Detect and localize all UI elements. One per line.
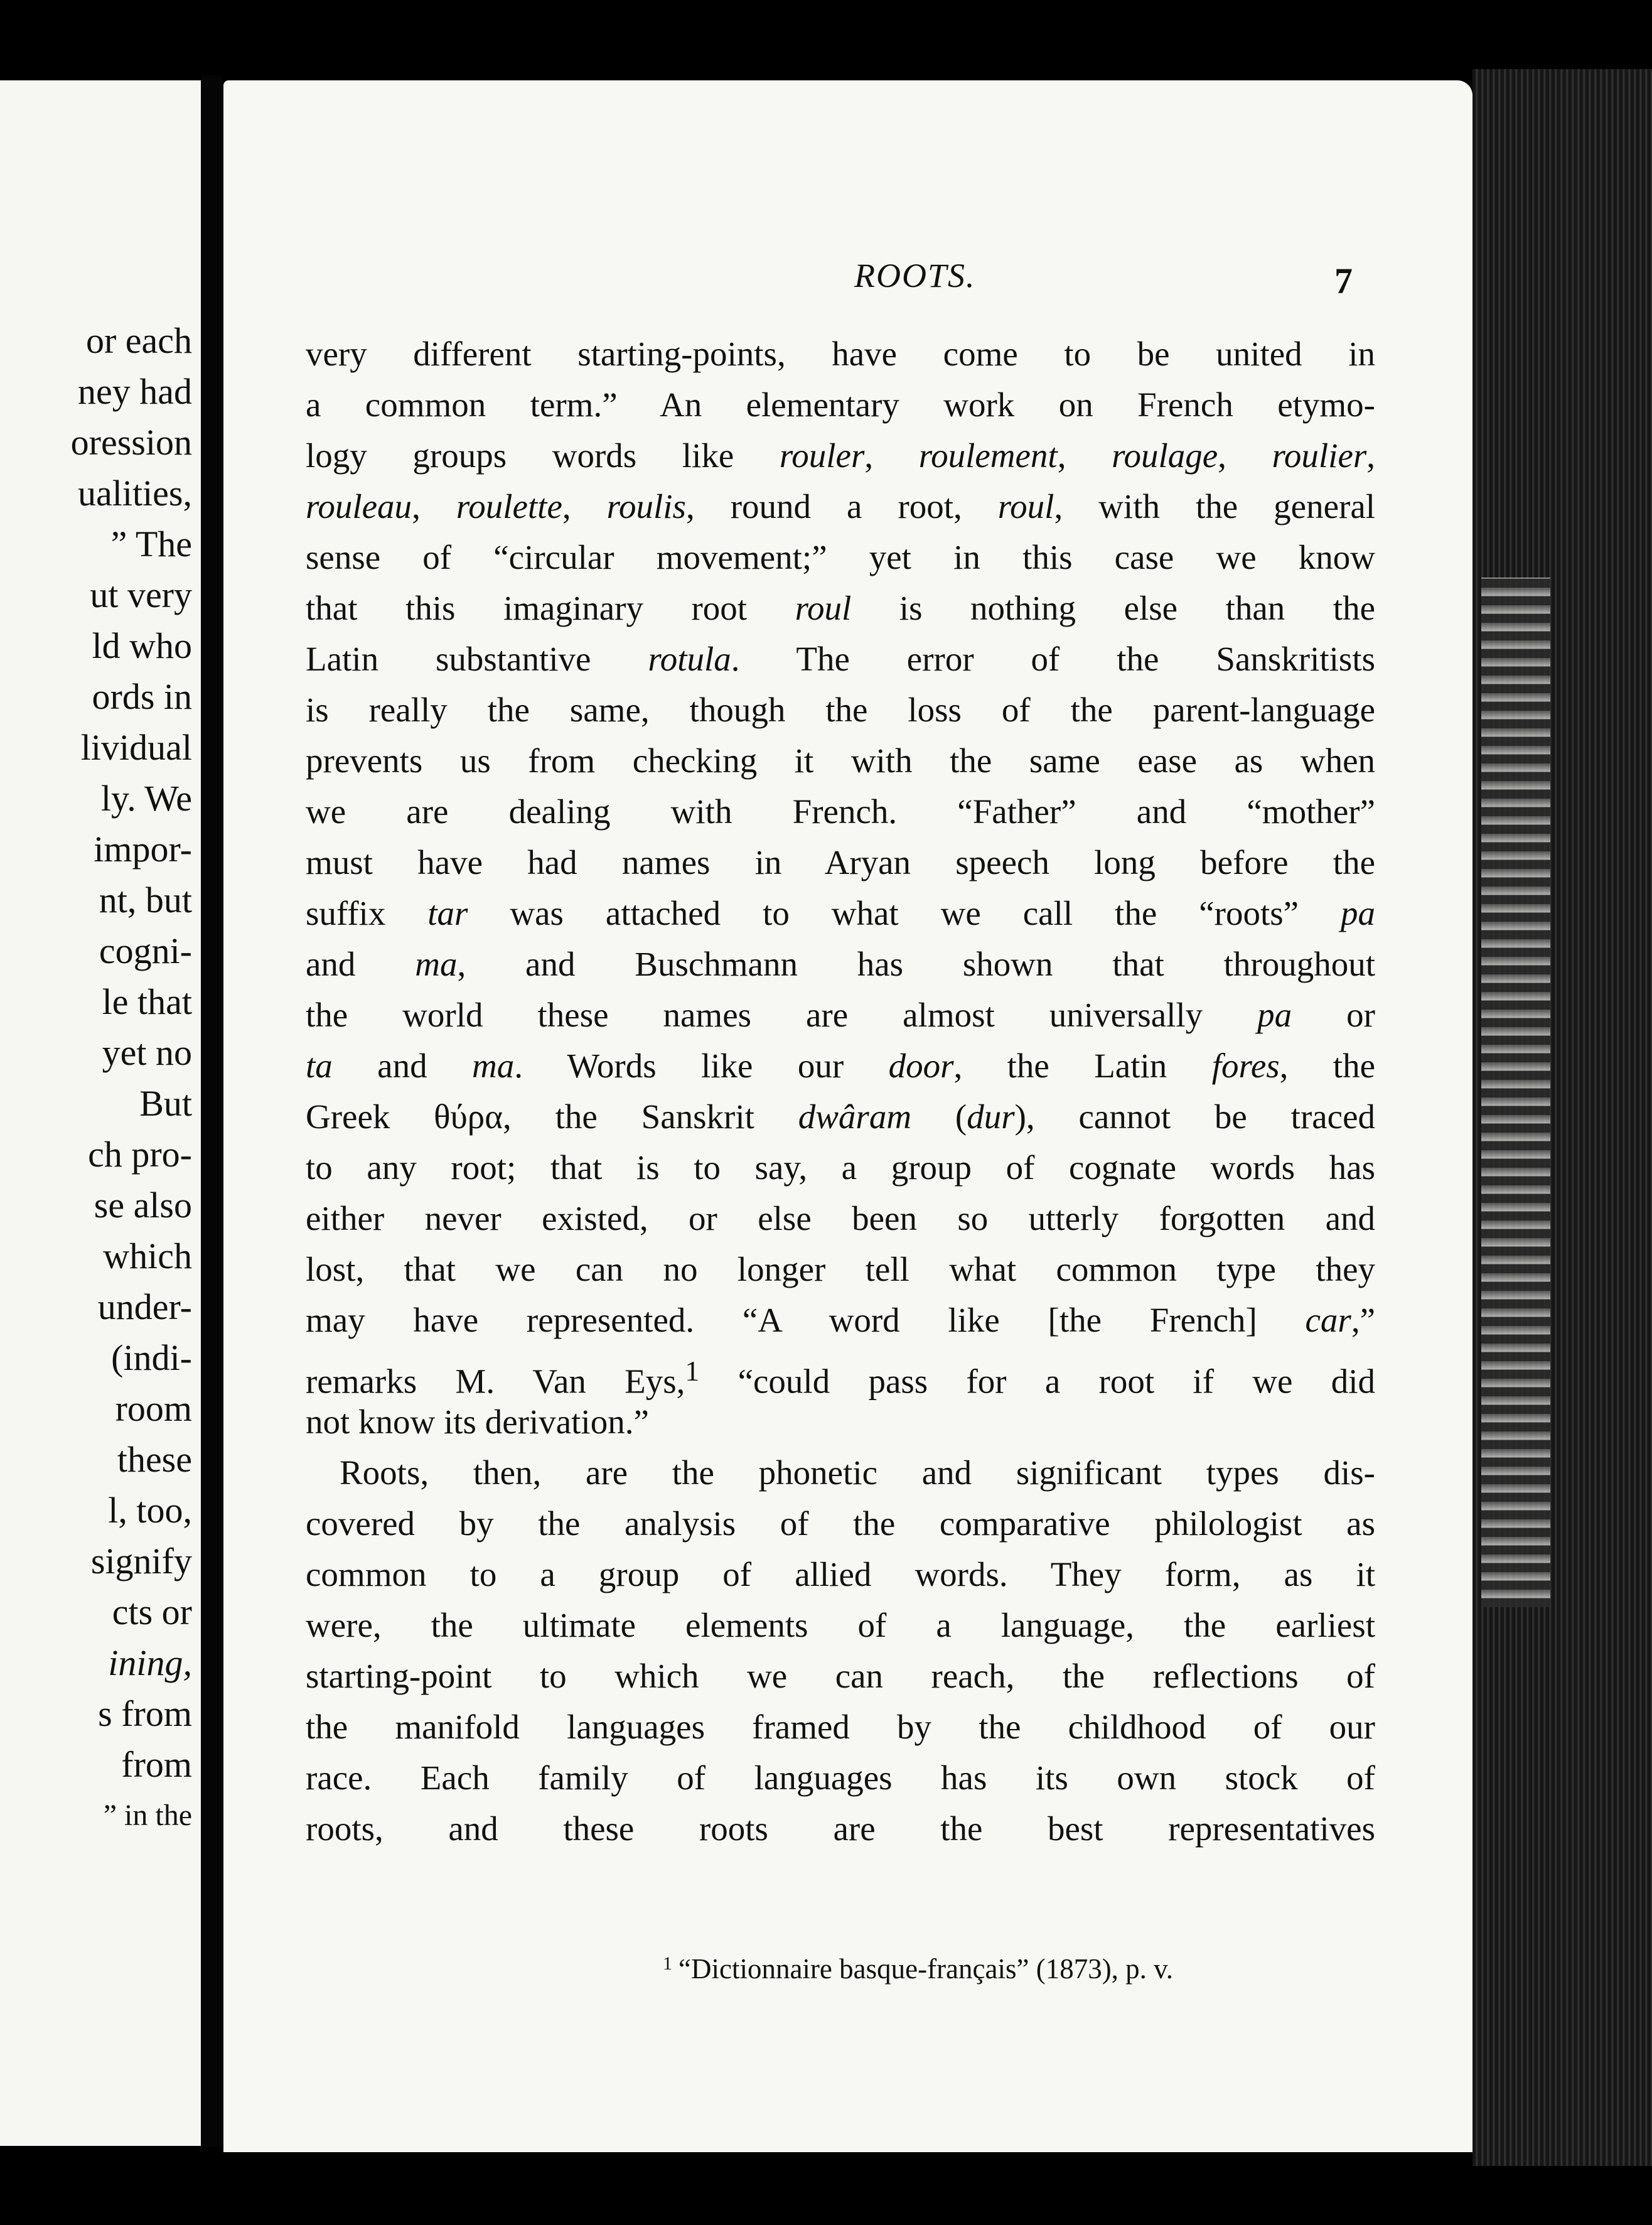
text-line: prevents us from checking it with the same ease as when <box>306 741 1375 780</box>
facing-page-text <box>0 315 192 1841</box>
text-line: suffix tar was attached to what we call the “roots” pa <box>306 894 1375 932</box>
page-header <box>223 256 1472 319</box>
text-line: race. Each family of languages has its own stock of <box>306 1759 1375 1797</box>
facing-page-line: l, too, <box>108 1490 192 1531</box>
facing-page-line: or each <box>85 320 192 361</box>
text-line: were, the ultimate elements of a language, the earliest <box>306 1606 1375 1644</box>
facing-page-line: ” The <box>110 524 192 564</box>
text-line: either never existed, or else been so utterly forgotten and <box>306 1199 1375 1237</box>
text-line: a common term.” An elementary work on French etymo- <box>306 385 1375 424</box>
facing-page-line: signify <box>90 1541 192 1581</box>
text-line: Roots, then, are the phonetic and significant types dis- <box>340 1453 1375 1492</box>
text-line: ta and ma. Words like our door, the Latin fores, the <box>306 1047 1375 1085</box>
facing-page-line: le that <box>102 981 192 1022</box>
text-line: may have represented. “A word like [the French] car,” <box>306 1301 1375 1339</box>
facing-page-line: cts or <box>112 1592 192 1632</box>
facing-page-line: se also <box>94 1185 192 1226</box>
facing-page-line: lividual <box>80 727 192 768</box>
text-line: sense of “circular movement;” yet in this case we know <box>306 538 1375 576</box>
text-line: and ma, and Buschmann has shown that throughout <box>306 945 1375 983</box>
text-line: must have had names in Aryan speech long before the <box>306 843 1375 881</box>
footnote <box>663 1953 1173 1985</box>
facing-page-line: s from <box>98 1693 192 1734</box>
footnote-marker: 1 <box>663 1953 672 1974</box>
facing-page-line: ut very <box>90 574 192 615</box>
facing-page-line: ney had <box>78 371 192 412</box>
text-line: logy groups words like rouler, roulement, roulage, roulier, <box>306 436 1376 475</box>
book-page <box>223 80 1472 2152</box>
facing-page-line: oression <box>70 422 192 463</box>
facing-page-line: under- <box>97 1286 192 1327</box>
text-line: starting-point to which we can reach, the reflections of <box>306 1657 1375 1695</box>
text-line: roots, and these roots are the best representatives <box>306 1809 1375 1848</box>
running-title: ROOTS. <box>854 257 976 294</box>
text-line: is really the same, though the loss of the parent-language <box>306 691 1375 729</box>
facing-page-line: ords in <box>92 676 192 717</box>
facing-page <box>0 80 201 2146</box>
facing-page-line: (indi- <box>111 1337 192 1378</box>
text-line: the world these names are almost universally pa or <box>306 996 1375 1034</box>
facing-page-line: from <box>121 1744 192 1785</box>
facing-page-line: impor- <box>94 829 192 870</box>
facing-page-line: ” in the <box>103 1799 192 1832</box>
facing-page-line: ly. We <box>100 778 192 819</box>
facing-page-line: yet no <box>102 1032 192 1073</box>
page-number: 7 <box>1334 261 1353 301</box>
text-line: that this imaginary root roul is nothing else than the <box>306 589 1376 627</box>
facing-page-line: ualities, <box>77 473 192 514</box>
facing-page-line: which <box>103 1236 192 1276</box>
facing-page-line: But <box>139 1083 192 1124</box>
facing-page-line: ld who <box>92 625 192 666</box>
facing-page-line: nt, but <box>99 880 192 920</box>
facing-page-line: ch pro- <box>88 1134 192 1175</box>
facing-page-line: ining, <box>108 1642 192 1683</box>
text-line: the manifold languages framed by the childhood of our <box>306 1708 1375 1746</box>
book-gutter <box>201 75 222 2147</box>
text-line: remarks M. Van Eys,$^1$ “could pass for a root if we did <box>306 1355 1375 1401</box>
text-line: Greek θύρα, the Sanskrit dwâram (dur), cannot be traced <box>306 1097 1375 1136</box>
facing-page-line: room <box>115 1388 192 1429</box>
text-line: rouleau, roulette, roulis, round a root, roul, with the general <box>306 487 1376 525</box>
text-line: we are dealing with French. “Father” and “mother” <box>306 792 1375 831</box>
text-line: to any root; that is to say, a group of cognate words has <box>306 1148 1375 1187</box>
text-line: very different starting-points, have come to be united in <box>306 335 1375 373</box>
text-line: not know its derivation.” <box>306 1403 649 1441</box>
text-line: common to a group of allied words. They form, as it <box>306 1555 1375 1593</box>
text-line: lost, that we can no longer tell what common type they <box>306 1250 1375 1288</box>
book-edge-label <box>1481 578 1550 1607</box>
facing-page-line: these <box>117 1439 192 1480</box>
footnote-text: “Dictionnaire basque-français” (1873), p. v. <box>678 1953 1174 1985</box>
body-text <box>306 328 1375 1854</box>
text-line: Latin substantive rotula. The error of the Sanskritists <box>306 640 1375 678</box>
facing-page-line: cogni- <box>99 930 192 971</box>
text-line: covered by the analysis of the comparative philologist as <box>306 1504 1375 1543</box>
